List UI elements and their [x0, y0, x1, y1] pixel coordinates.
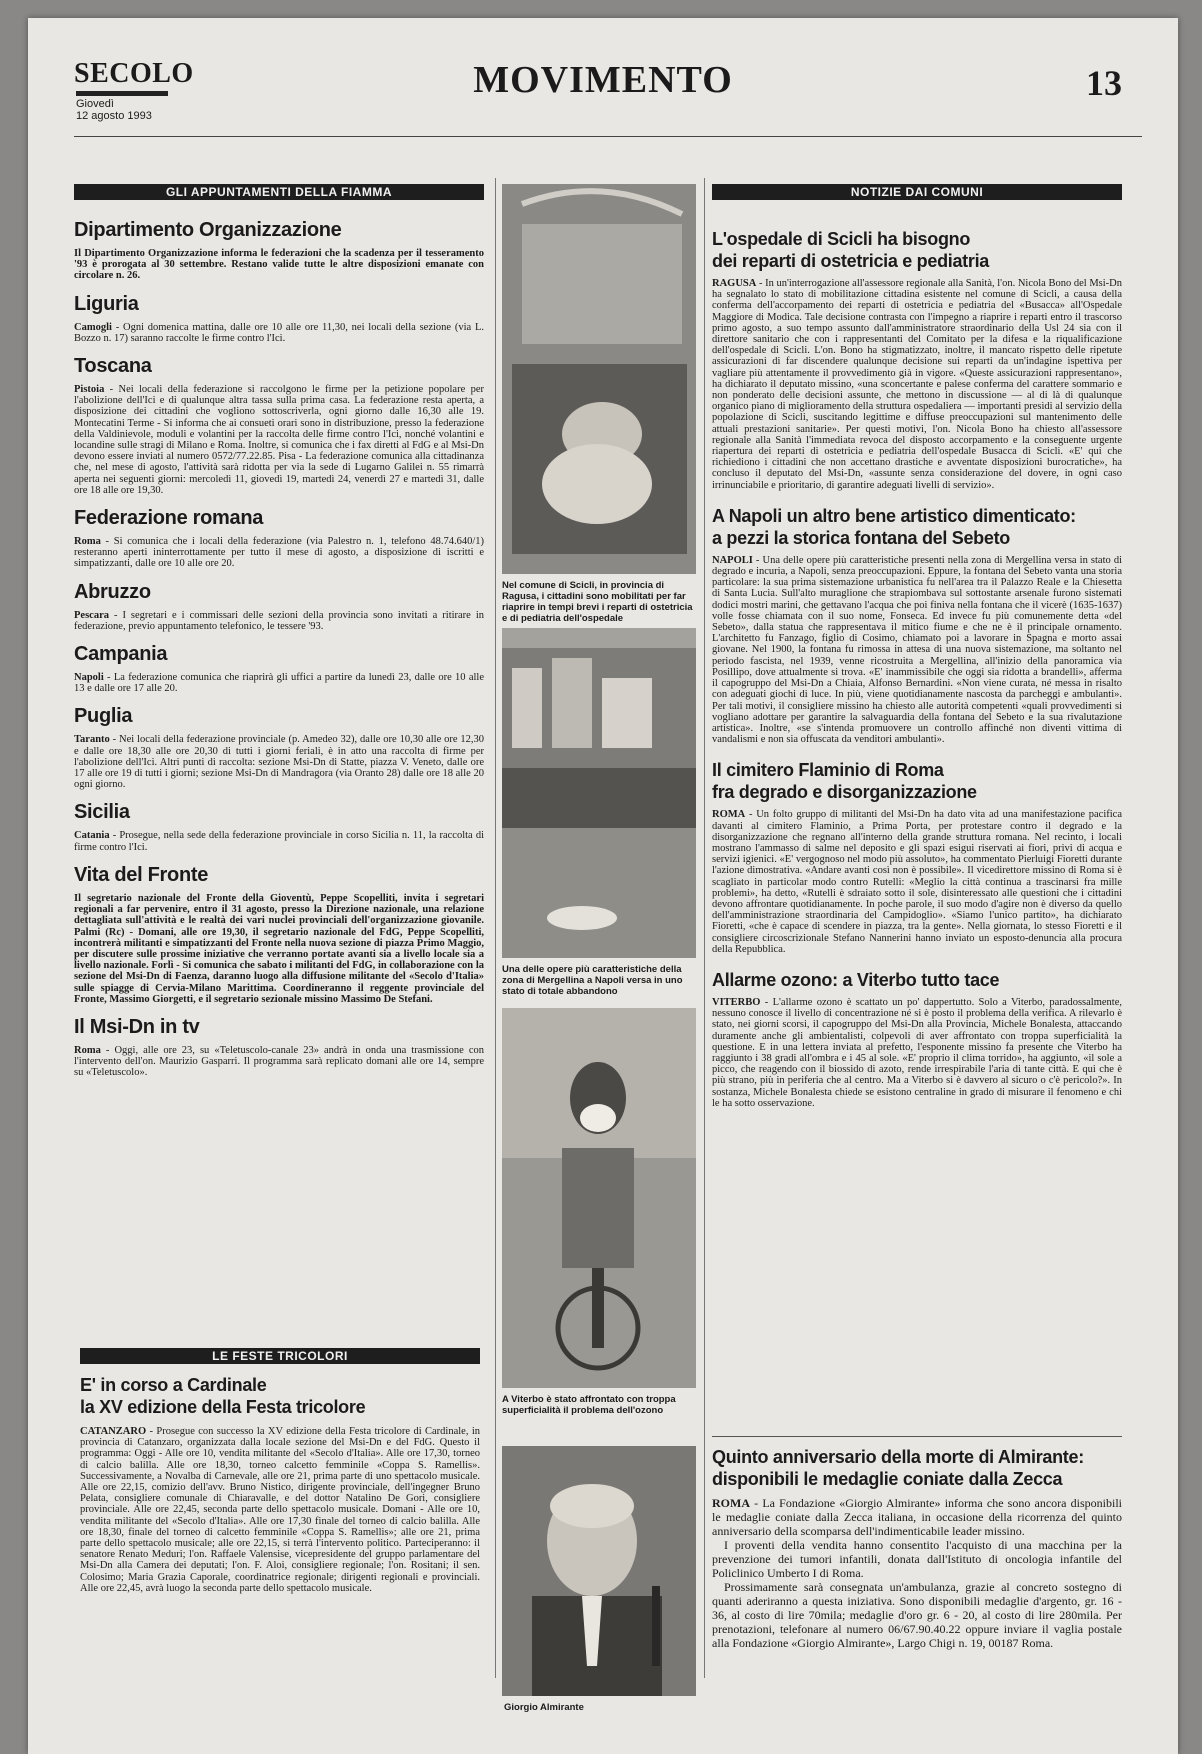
page-number: 13: [1086, 63, 1122, 103]
section-lead: Catania: [74, 830, 110, 842]
section-text: - I segretari e i commissari delle sezioni della provincia sono invitati a ritirare in federazione, previo appuntamento telefonico, le tessere '93.: [74, 609, 484, 632]
section-body: [74, 248, 484, 282]
section-title: MOVIMENTO: [473, 59, 733, 101]
article-lead: NAPOLI: [712, 554, 753, 566]
mergellina-photo: [502, 628, 696, 958]
article-title-line2: a pezzi la storica fontana del Sebeto: [712, 527, 1010, 548]
section-lead: Pescara: [74, 609, 109, 621]
section-body: [74, 734, 484, 790]
article-text: - In un'interrogazione all'assessore regionale alla Sanità, l'on. Nicola Bono del Msi-Dn ha segnalato lo stato di mobilitazione cittadina esistente nel comune di Scicli, a causa della conferma dell'accorpamento dei reparti di ostetricia e pediatria del «Busacca» all'Ospedale Maggiore di Modica. Tale decisione contrasta con l'impegno a riaprire i reparti entro il trascorso primo agosto, a suo tempo assunto dall'amministratore straordinario della Usl 24 sia con il direttore sanitario che con i rappresentanti del Comitato per la difesa e la riqualificazione dell'ospedale di Scicli. L'on. Bono ha stigmatizzato, inoltre, il mancato rispetto delle ripetute assicurazioni di far discendere qualunque decisione sui reparti da un'indagine ispettiva per vagliare più attentamente il provvedimento già in vigore. «Queste assicurazioni rappresentano», ha dichiarato il deputato missino, «una sconcertante e palese conferma del carattere sommario e non ponderato delle decisioni assunte, che mettono in discussione — al di là di qualunque organico piano di miglioramento della struttura ospedaliera — importanti presìdi al servizio della popolazione di Scicli, suscitando legittime e diffuse preoccupazioni sul mantenimento delle attuali prestazioni sanitarie». Per questi motivi, l'on. Nicola Bono ha chiesto all'assessore regionale alla Sanità l'immediata revoca del disposto accorpamento e la conseguente urgente riapertura dei reparti di ostetricia e pediatria dell'ospedale Busacca di Scicli. «E' qui che richiediono i cittadini che non accettano drastiche e avventate disposizioni burocratiche», ha concluso il deputato del Msi-Dn, «assunte senza considerazione del dovere, in ogni caso irrinunciabile e prioritario, di garantire adeguati livelli di servizio».: [712, 278, 1122, 491]
ozone-caption: A Viterbo è stato affrontato con troppa superficialità il problema dell'ozono: [502, 1394, 676, 1416]
article-text: - L'allarme ozono è scattato un po' dappertutto. Solo a Viterbo, paradossalmente, nessuno conosce il livello di concentrazione né si è posto il problema della verifica. A rilevarlo è stato, nei giorni scorsi, il capogruppo del Msi-Dn alla Provincia, Michele Bonalesta, attaccando duramente anche gli ambientalisti, colpevoli di aver affrontato con troppa superficialità la questione. E in una lettera inviata al prefetto, l'esponente missino fa presente che Viterbo ha raggiunto i 38 gradi all'ombra e i 45 al sole. «E' proprio il clima torrido», ha aggiunto, «il sole a picco, che reagendo con il biossido di azoto, rende irrespirabile l'aria di tante città. E qui che è più strano, più in periferia che al centro. Ma a Viterbo si è davvero al sicuro o c'è pericolo?». In sostanza, Michele Bonalesta chiede se esistono centraline in grado di misurare il fenomeno e chi le ha sotto osservazione.: [712, 996, 1122, 1109]
article-text: - Una delle opere più caratteristiche presenti nella zona di Mergellina versa in stato di degrado e incuria, a Napoli, senza preoccupazioni. Eppure, la fontana del Sebeto vanta una storia particolare: la sua prima sistemazione urbanistica fu nell'area tra il Palazzo Reale e la Chiesetta di Santa Lucia. Sull'alto muraglione che strapiombava sul sottostante arsenale furono sistemati dodici mostri marini, che gettavano l'acqua che poi finiva nella fontana che il vicerè (1635-1637) volle fosse chiamata con il suo nome, Fonseca. Ed invece fu più comunemente detta «del Sebeto», dalla statua che rappresentava il mitico fiume e che ne è il principale ornamento. L'architetto fu Fanzago, figlio di Cosimo, chiamato poi a lavorare in Spagna e morto assai giovane. Nel 1900, la fontana fu rimossa in attesa di una nuova sistemazione, ma soltanto nel periodo fascista, nel 1939, venne ricostruita a Mergellina, all'inizio della panoramica via Posillipo, dove attualmente si trova. «E' inammissibile che oggi sia ridotta a brandelli», afferma il capogruppo del Msi-Dn a Chiaia, Alfonso Bernardini. «Non viene curata, né messa in risalto con adeguati giochi di luce. In più, viene quotidianamente nascosta da parcheggi e ambulanti». Per tali motivi, il consigliere missino ha chiesto alle autorità competenti «quali provvedimenti si vogliano adottare per garantire la salvaguardia della fontana del Sebeto e la sua rivalutazione artistica». Inoltre, «se s'intenda promuovere un controllo affinché non diventi vittima di vandalismi e non sia offuscata da venditori ambulanti».: [712, 554, 1122, 746]
date-label: 12 agosto 1993: [76, 110, 152, 122]
mergellina-caption: Una delle opere più caratteristiche della zona di Mergellina a Napoli versa in uno stato di totale abbandono: [502, 964, 683, 997]
almirante-p3: Prossimamente sarà consegnata un'ambulanza, grazie al concreto sostegno di quanti aderiranno a questa iniziativa. Sono disponibili medaglie d'argento, gr. 16 - 36, al costo di lire 70mila; medaglie d'oro gr. 6 - 20, al costo di lire 280mila. Per prenotazioni, telefonare al numero 06/67.90.40.22 oppure inviare il vaglia postale alla Fondazione «Giorgio Almirante», Largo Chigi n. 19, 00187 Roma.: [712, 1580, 1122, 1650]
section-body: [74, 672, 484, 694]
section-body: [74, 893, 484, 1005]
banner-notizie-comuni: NOTIZIE DAI COMUNI: [712, 184, 1122, 200]
right-divider: [712, 1436, 1122, 1437]
column-divider-right: [704, 178, 705, 1678]
banner-feste-tricolori: LE FESTE TRICOLORI: [80, 1348, 480, 1364]
festa-body: [80, 1426, 480, 1594]
section-text: Il Dipartimento Organizzazione informa le federazioni che la scadenza per il tesseramento '93 è prorogata al 30 settembre. Restano valide tutte le altre disposizioni emanate con circolare n. 26.: [74, 248, 484, 282]
almirante-p1: [712, 1496, 1122, 1538]
article-body: [712, 278, 1122, 491]
section-heading: Puglia: [74, 705, 133, 728]
section-body: [74, 536, 484, 570]
mergellina-photo-art: [502, 628, 696, 958]
almirante-title-line2: disponibili le medaglie coniate dalla Zecca: [712, 1469, 1063, 1489]
festa-text: - Prosegue con successo la XV edizione della Festa tricolore di Cardinale, in provincia di Catanzaro, organizzata dalla locale sezione del Msi-Dn e del FdG. Questo il programma: Oggi - Alle ore 10, vendita militante del «Secolo d'Italia». Alle ore 17,30, torneo di calcio balilla. Alle ore 18,30, torneo calcetto femminile «Coppa S. Ramellis». Successivamente, a Novalba di Carnevale, alle ore 21, prima parte di uno spettacolo musicale. Alle ore 22,15, comizio dell'avv. Bruno Nistico, dirigente provinciale, dell'ingegner Bruno Pelata, consigliere comunale di Chiaravalle, e del dottor Natalino De Gori, consigliere provinciale. Alle ore 22,45, seconda parte dello spettacolo musicale. Domani - Alle ore 10, vendita militante del «Secolo d'Italia». Alle ore 17,30 finale del torneo di calcio balilla. Alle ore 18,30, finale del torneo di calcetto femminile «Coppa S. Ramellis»; alle ore 21, prima parte dello spettacolo musicale; alle ore 22,15, si terrà l'intervento politico. Parteciperanno: il senatore Renato Meduri; l'on. Raffaele Valensise, vicepresidente del gruppo parlamentare del Msi-Dn alla Camera dei deputati; l'on. F. Aloi, consigliere regionale; l'on. Rositani; il sen. Colosimo; Maria Grazia Caporale, coordinatrice regionale; dirigenti regionali e provinciali. Alle ore 22,45, avrà luogo la seconda parte dello spettacolo musicale.: [80, 1426, 480, 1594]
article-body: [712, 809, 1122, 955]
festa-article: [80, 1374, 480, 1694]
section-lead: Camogli: [74, 321, 112, 333]
newspaper-page: [28, 18, 1178, 1754]
day-label: Giovedì: [76, 98, 114, 110]
almirante-caption: Giorgio Almirante: [504, 1702, 584, 1713]
section-heading: Campania: [74, 643, 168, 666]
section-body: [74, 610, 484, 632]
article-lead: VITERBO: [712, 996, 761, 1008]
newspaper-logo: SECOLO: [74, 58, 194, 89]
section-heading: Dipartimento Organizzazione: [74, 219, 342, 241]
section-heading: Vita del Fronte: [74, 863, 209, 886]
section-text: Il segretario nazionale del Fronte della Gioventù, Peppe Scopelliti, invita i segretari regionali a far pervenire, entro il 31 agosto, presso la Direzione nazionale, una relazione dettagliata sull'attività e le realtà dei vari nuclei provinciali dell'organizzazione giovanile. Palmi (Rc) - Domani, alle ore 19,30, il segretario nazionale del FdG, Peppe Scopelliti, incontrerà militanti e simpatizzanti del Fronte nella nuova sezione di piazza Primo Maggio, per discutere sulle prossime iniziative che verranno portate avanti sia a livello locale sia a livello nazionale. Forlì - Si comunica che sabato i militanti del FdG, in collaborazione con la sezione del Msi-Dn di Faenza, daranno luogo alla diffusione militante del «Secolo d'Italia» sulle spiagge di Cervia-Milano Marittima. Coordineranno il reggente provinciale del Fronte, Massimo Giorgetti, e il segretario sezionale missino Massimo De Stefani.: [74, 892, 484, 1005]
article-title-line1: Il cimitero Flaminio di Roma: [712, 760, 944, 781]
article-body: [712, 997, 1122, 1109]
article-text: - Un folto gruppo di militanti del Msi-Dn ha dato vita ad una manifestazione pacifica davanti al cimitero Flaminio, a Prima Porta, per protestare contro il degrado e la disorganizzazione che regnano all'interno della grande struttura romana. Nel recinto, i locali mostrano l'ammasso di salme nel deposito e gli spazi esigui riservati ai fiori, privi di acqua e servizi igienici. «E' vergognoso nel modo più assoluto», ha commentato Pierluigi Fioretti durante l'azione dimostrativa. «Andare avanti così non è possibile». Il vicedirettore missino di Roma si è scagliato in particolar modo contro Rutelli: «Meglio la città continua a trascinarsi fra mille problemi», ha detto, «Rutelli è sdraiato sotto il sole, disinteressato alle questioni che i cittadini devono affrontare quotidianamente. In poche parole, il suo modo d'agire non è diverso da quello dell'amministrazione straordinaria del Campidoglio». «Siamo l'unico partito», ha dichiarato Fioretti, «che è capace di scendere in piazza, tra la gente». Nella giornata, lo stesso Fioretti e il consigliere circoscrizionale Stefano Nannerini hanno inviato un esposto-denuncia alla procura della Repubblica.: [712, 809, 1122, 955]
section-lead: Pistoia: [74, 384, 105, 396]
section-lead: Napoli: [74, 672, 104, 684]
section-body: [74, 322, 484, 344]
section-heading: Sicilia: [74, 801, 130, 824]
section-heading: Federazione romana: [74, 507, 264, 530]
section-heading: Abruzzo: [74, 580, 151, 603]
banner-appuntamenti: GLI APPUNTAMENTI DELLA FIAMMA: [74, 184, 484, 200]
hospital-caption: Nel comune di Scicli, in provincia di Ragusa, i cittadini sono mobilitati per far riaprire in tempi brevi i reparti di ostetricia e di pediatria dell'ospedale: [502, 580, 693, 624]
appuntamenti-column: [74, 218, 484, 1288]
section-text: - Oggi, alle ore 23, su «Teletuscolo-canale 23» andrà in onda una trasmissione con l'intervento dell'on. Maurizio Gasparri. Il programma sarà replicato domani alle ore 14, sempre su «Teletuscolo».: [74, 1044, 484, 1079]
festa-title-line2: la XV edizione della Festa tricolore: [80, 1397, 366, 1417]
article-title-line1: Allarme ozono: a Viterbo tutto tace: [712, 969, 1000, 990]
ozone-photo-art: [502, 1008, 696, 1388]
article-lead: ROMA: [712, 809, 746, 821]
section-lead: Taranto: [74, 734, 110, 746]
article-lead: RAGUSA: [712, 278, 757, 289]
article-body: [712, 555, 1122, 745]
section-body: [74, 830, 484, 852]
section-lead: Roma: [74, 536, 101, 548]
header-rule: [74, 136, 1142, 137]
section-text: - La federazione comunica che riaprirà gli uffici a partire da lunedì 23, dalle ore 10 alle 13 e dalle ore 17 alle 20.: [74, 672, 484, 695]
section-heading: Liguria: [74, 292, 139, 315]
almirante-p1-text: - La Fondazione «Giorgio Almirante» informa che sono ancora disponibili le medaglie coniate dalla Zecca italiana, in occasione della ricorrenza del quinto anniversario della scomparsa dell'indimenticabile leader missino.: [712, 1496, 1122, 1538]
festa-title-line1: E' in corso a Cardinale: [80, 1375, 267, 1395]
section-text: - Nei locali della federazione provinciale (p. Amedeo 32), dalle ore 10,30 alle ore 12,30 e dalle ore 18,30 alle ore 20,30 di tutti i giorni feriali, è in atto una raccolta di firme per l'abolizione dell'Ici. Altri punti di raccolta: sezione Msi-Dn di Statte, piazza V. Veneto, dalle ore 17 alle ore 19 di tutti i giorni; sezione Msi-Dn di Mandragora (via Oranto 28) dalle ore 18 alle 20 ogni giorno.: [74, 734, 484, 791]
section-body: [74, 384, 484, 496]
ozone-photo: [502, 1008, 696, 1388]
almirante-portrait: [502, 1446, 696, 1696]
almirante-title-line1: Quinto anniversario della morte di Almirante:: [712, 1447, 1084, 1467]
hospital-photo-art: [502, 184, 696, 574]
almirante-article: [712, 1446, 1122, 1716]
section-heading: Toscana: [74, 355, 152, 378]
notizie-column: [712, 228, 1122, 1432]
festa-lead: CATANZARO: [80, 1426, 147, 1437]
almirante-p2: I proventi della vendita hanno consentito l'acquisto di una macchina per la prevenzione dei tumori infantili, donata dall'Istituto di oncologia infantile del Policlinico Umberto I di Roma.: [712, 1538, 1122, 1580]
section-lead: Roma: [74, 1044, 101, 1056]
article-title-line1: A Napoli un altro bene artistico dimenticato:: [712, 505, 1076, 526]
section-text: - Ogni domenica mattina, dalle ore 10 alle ore 11,30, nei locali della sezione (via L. Bozzo n. 17) saranno raccolte le firme contro l'Ici.: [74, 321, 484, 344]
section-text: - Si comunica che i locali della federazione (via Palestro n. 1, telefono 48.74.640/1) resteranno aperti ininterrottamente per tutto il mese di agosto, a disposizione di iscritti e simpatizzanti, dalle ore 10 alle ore 20.: [74, 536, 484, 570]
hospital-photo: [502, 184, 696, 574]
article-title-line1: L'ospedale di Scicli ha bisogno: [712, 229, 971, 249]
section-body: [74, 1045, 484, 1079]
article-title-line2: fra degrado e disorganizzazione: [712, 782, 977, 803]
article-title-line2: dei reparti di ostetricia e pediatria: [712, 251, 989, 271]
almirante-lead: ROMA: [712, 1496, 750, 1510]
section-text: - Prosegue, nella sede della federazione provinciale in corso Sicilia n. 11, la raccolta di firme contro l'Ici.: [74, 830, 484, 853]
almirante-photo: [502, 1446, 696, 1696]
column-divider-left: [495, 178, 496, 1678]
section-text: - Nei locali della federazione si raccolgono le firme per la petizione popolare per l'abolizione dell'Ici e di qualunque altra tassa sulla prima casa. La federazione resta aperta, a disposizione dei cittadini che vogliono sottoscriverla, ogni giorno dalle 16,30 alle 19. Montecatini Terme - Si informa che ai consueti orari sono in distribuzione, presso la federazione della Valdinievole, moduli e volantini per la raccolta delle firme contro l'Ici, nonché volantini e locandine sulle stragi di Milano e Roma. Inoltre, si comunica che i fax diretti al FdG e al Msi-Dn devono essere inviati al numero 0572/77.22.85. Pisa - La federazione comunica alla cittadinanza che, nel mese di agosto, l'attività sarà ridotta per via la sede di Lugarno Galilei n. 55 rimarrà aperta nei seguenti giorni: mercoledì 11, giovedì 19, martedì 24, venerdì 27 e martedì 31, dalle ore 18 alle ore 19,30.: [74, 384, 484, 496]
section-heading: Il Msi-Dn in tv: [74, 1015, 200, 1038]
